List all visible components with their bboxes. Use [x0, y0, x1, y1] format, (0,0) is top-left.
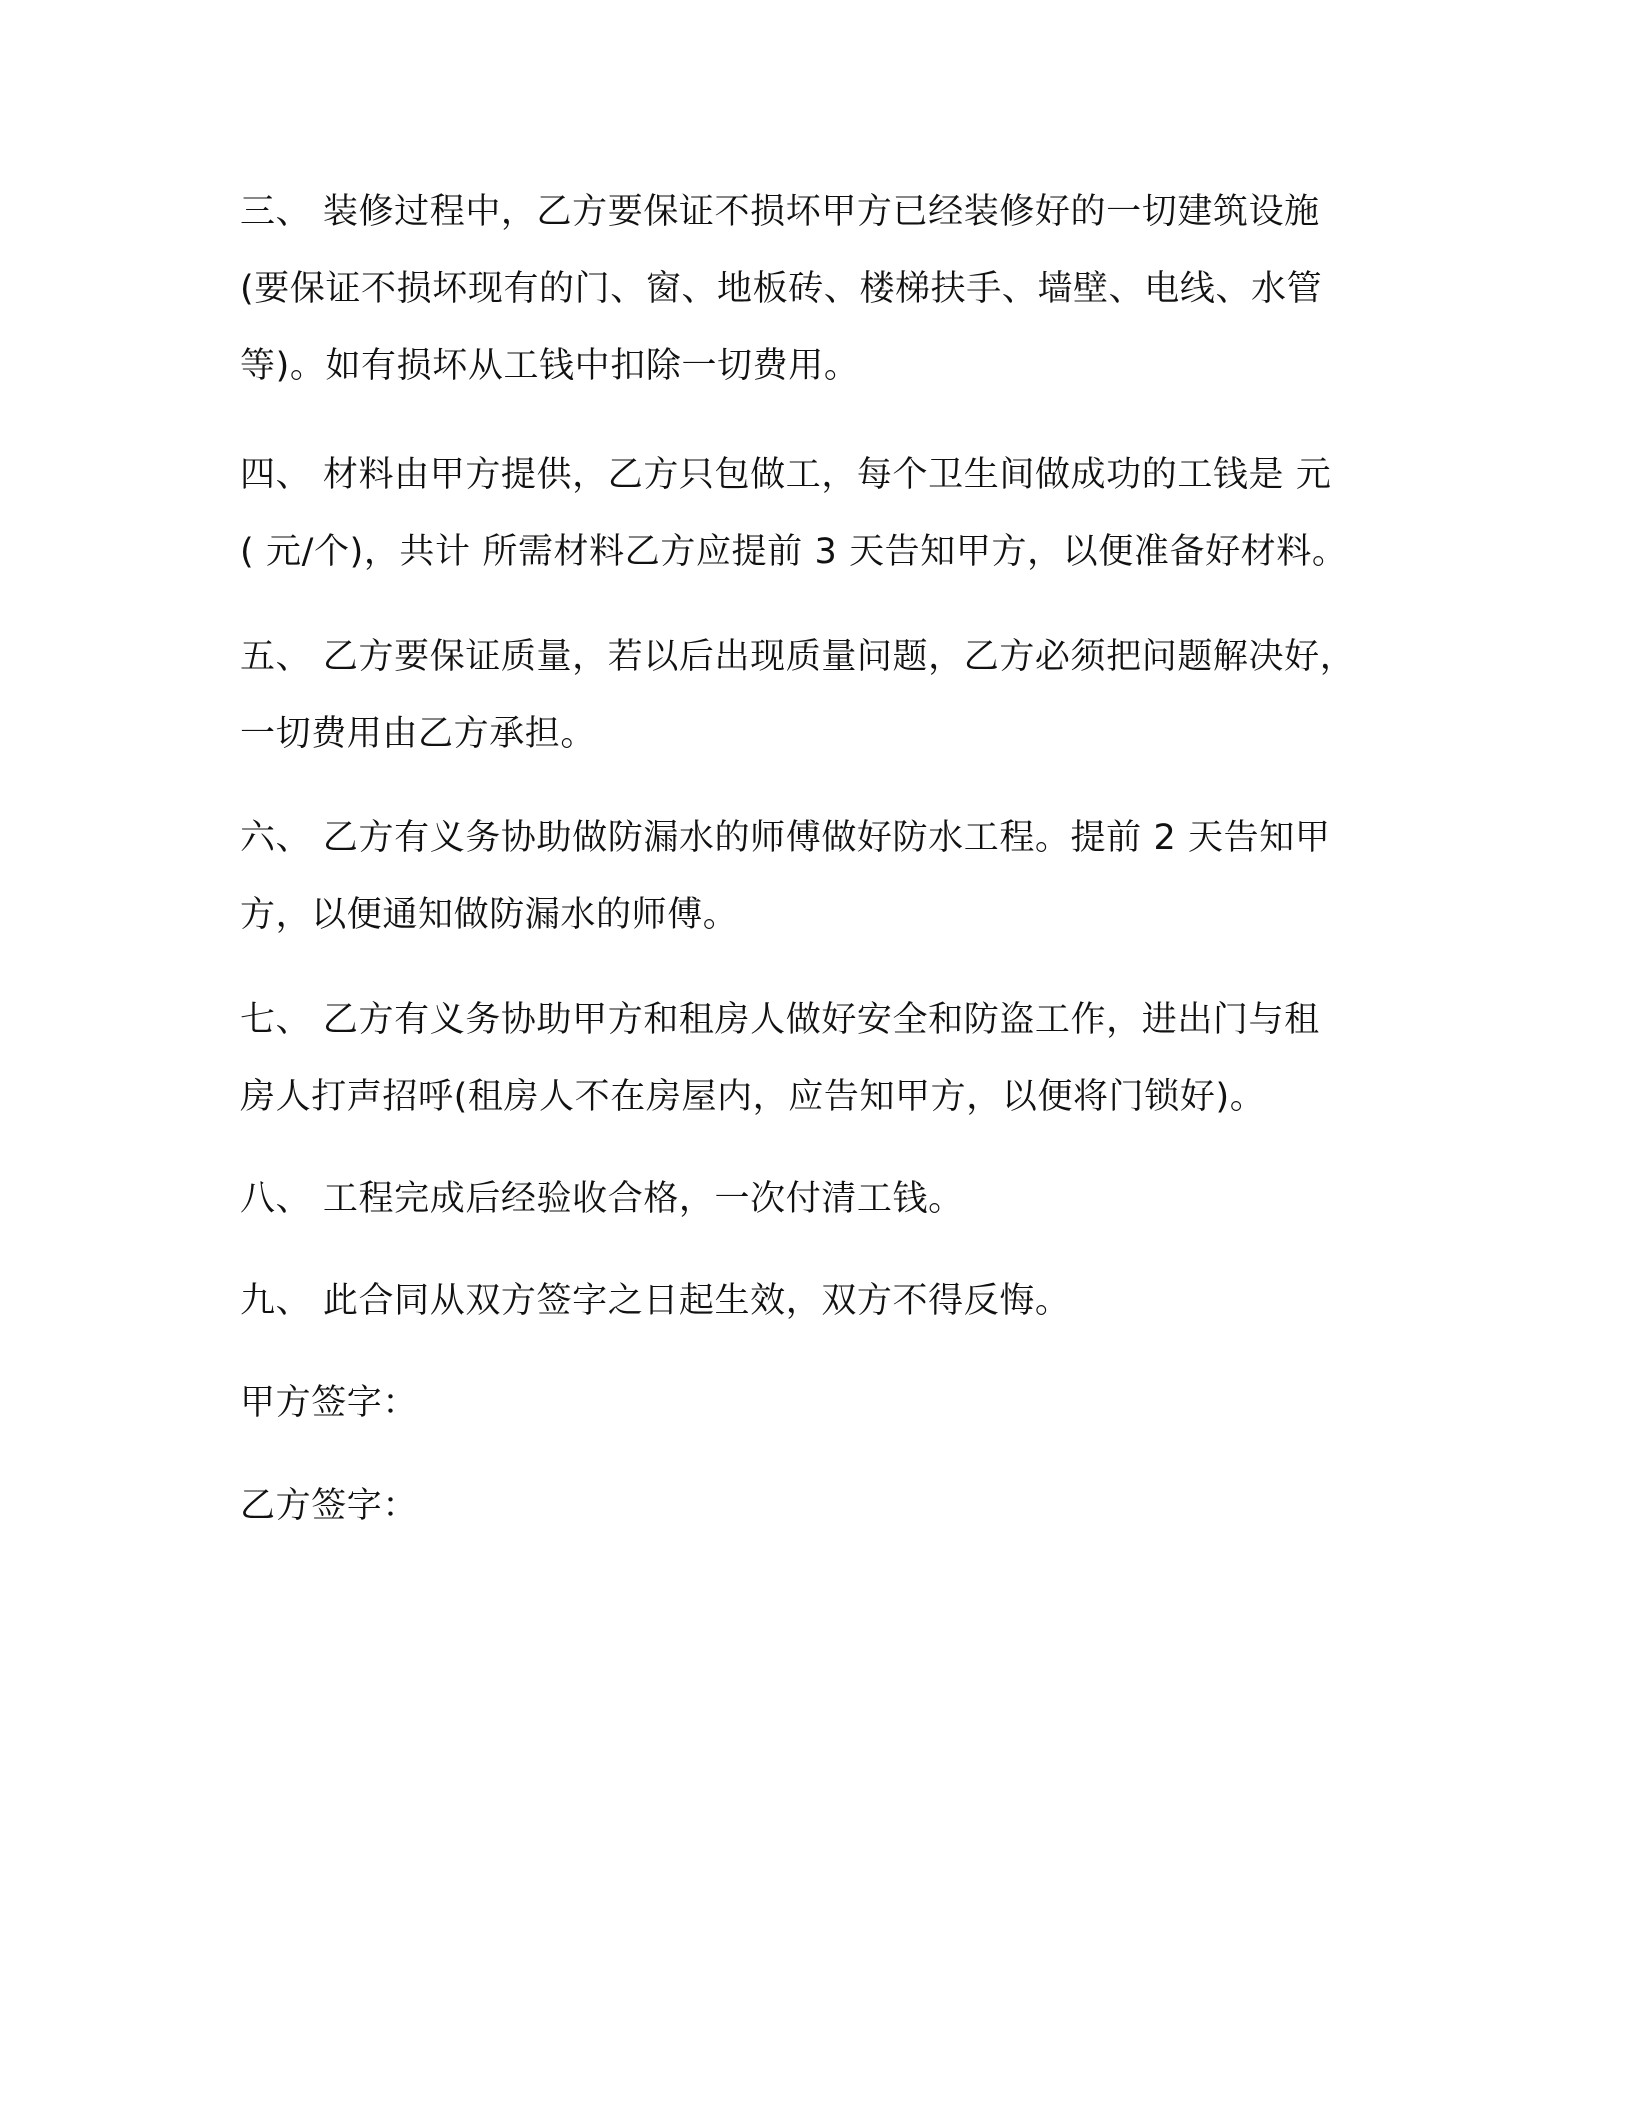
clause-3-line-2: (要保证不损坏现有的门、窗、地板砖、楼梯扶手、墙壁、电线、水管 — [240, 269, 1323, 309]
clause-4-line-1: 四、 材料由甲方提供，乙方只包做工，每个卫生间做成功的工钱是 元 — [240, 455, 1332, 495]
party-a-signature-label: 甲方签字： — [240, 1383, 419, 1423]
clause-3-line-3: 等)。如有损坏从工钱中扣除一切费用。 — [240, 346, 860, 386]
clause-6-line-2: 方，以便通知做防漏水的师傅。 — [240, 895, 739, 935]
clause-5-line-1: 五、 乙方要保证质量，若以后出现质量问题，乙方必须把问题解决好， — [240, 637, 1356, 677]
clause-8-line-1: 八、 工程完成后经验收合格，一次付清工钱。 — [240, 1179, 964, 1219]
clause-3-line-1: 三、 装修过程中，乙方要保证不损坏甲方已经装修好的一切建筑设施 — [240, 192, 1320, 232]
clause-9-line-1: 九、 此合同从双方签字之日起生效，双方不得反悔。 — [240, 1281, 1071, 1321]
clause-5-line-2: 一切费用由乙方承担。 — [240, 714, 597, 754]
clause-7-line-2: 房人打声招呼(租房人不在房屋内，应告知甲方，以便将门锁好)。 — [240, 1077, 1266, 1117]
clause-7-line-1: 七、 乙方有义务协助甲方和租房人做好安全和防盗工作，进出门与租 — [240, 1000, 1320, 1040]
party-b-signature-label: 乙方签字： — [240, 1486, 419, 1526]
clause-4-line-2: ( 元/个)，共计 所需材料乙方应提前 3 天告知甲方，以便准备好材料。 — [240, 532, 1348, 572]
clause-6-line-1: 六、 乙方有义务协助做防漏水的师傅做好防水工程。提前 2 天告知甲 — [240, 818, 1331, 858]
